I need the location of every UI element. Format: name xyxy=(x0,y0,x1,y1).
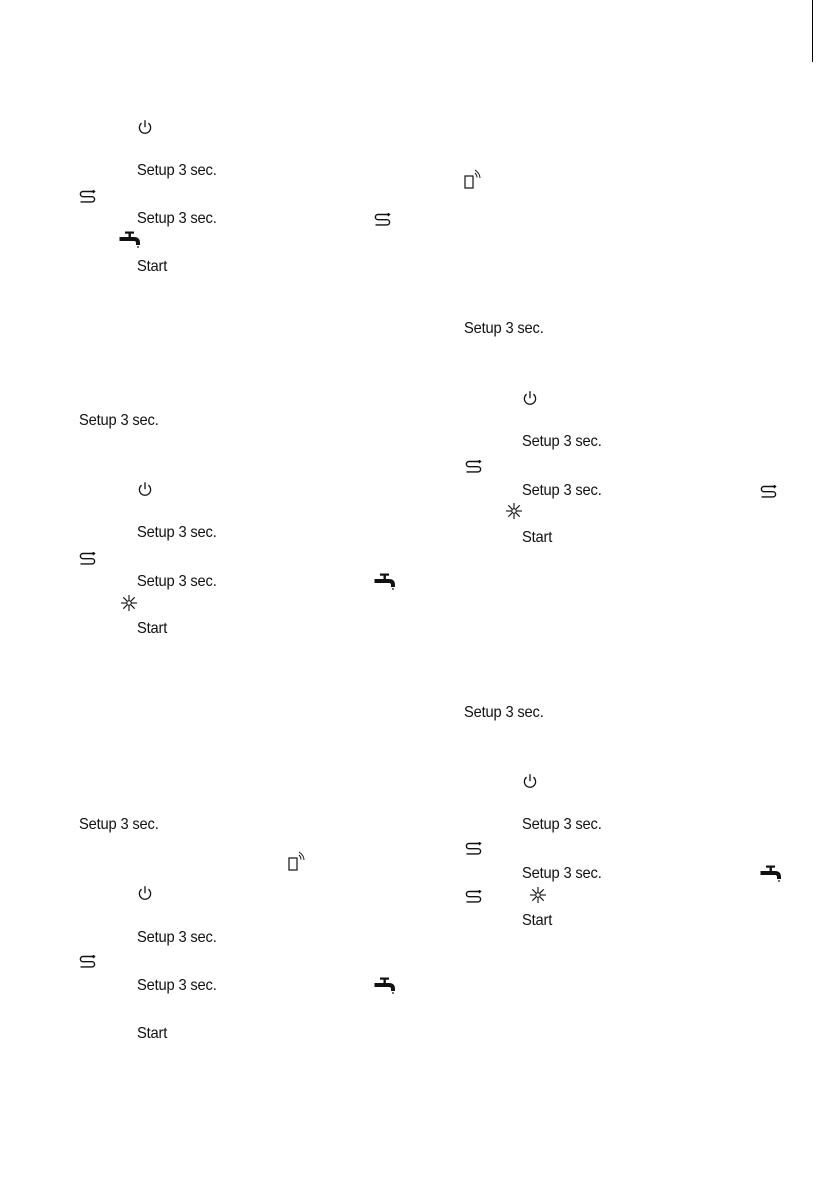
program-cycle-icon xyxy=(79,955,97,969)
start-label: Start xyxy=(522,529,553,546)
sparkle-icon xyxy=(120,594,138,612)
setup-label: Setup 3 sec. xyxy=(137,977,217,994)
setup-label: Setup 3 sec. xyxy=(137,162,217,179)
program-cycle-icon xyxy=(465,842,483,856)
setup-label: Setup 3 sec. xyxy=(522,865,602,882)
program-cycle-icon xyxy=(79,552,97,566)
program-cycle-icon xyxy=(374,213,392,227)
remote-phone-icon xyxy=(464,169,482,189)
water-tap-icon xyxy=(119,231,143,249)
power-icon xyxy=(137,119,153,135)
setup-label: Setup 3 sec. xyxy=(464,704,544,721)
start-label: Start xyxy=(137,258,168,275)
start-label: Start xyxy=(137,1025,168,1042)
setup-label: Setup 3 sec. xyxy=(522,482,602,499)
water-tap-icon xyxy=(760,865,784,883)
setup-label: Setup 3 sec. xyxy=(522,433,602,450)
power-icon xyxy=(522,773,538,789)
program-cycle-icon xyxy=(465,890,483,904)
setup-label: Setup 3 sec. xyxy=(79,412,159,429)
setup-label: Setup 3 sec. xyxy=(137,524,217,541)
sparkle-icon xyxy=(529,886,547,904)
power-icon xyxy=(137,885,153,901)
program-cycle-icon xyxy=(465,460,483,474)
start-label: Start xyxy=(137,620,168,637)
sparkle-icon xyxy=(505,502,523,520)
setup-label: Setup 3 sec. xyxy=(522,816,602,833)
program-cycle-icon xyxy=(79,190,97,204)
remote-phone-icon xyxy=(288,851,306,871)
start-label: Start xyxy=(522,912,553,929)
page-edge-line xyxy=(812,0,813,62)
power-icon xyxy=(522,390,538,406)
setup-label: Setup 3 sec. xyxy=(137,210,217,227)
water-tap-icon xyxy=(374,977,398,995)
power-icon xyxy=(137,481,153,497)
program-cycle-icon xyxy=(760,485,778,499)
setup-label: Setup 3 sec. xyxy=(137,929,217,946)
setup-label: Setup 3 sec. xyxy=(79,816,159,833)
setup-label: Setup 3 sec. xyxy=(464,320,544,337)
setup-label: Setup 3 sec. xyxy=(137,573,217,590)
water-tap-icon xyxy=(374,573,398,591)
